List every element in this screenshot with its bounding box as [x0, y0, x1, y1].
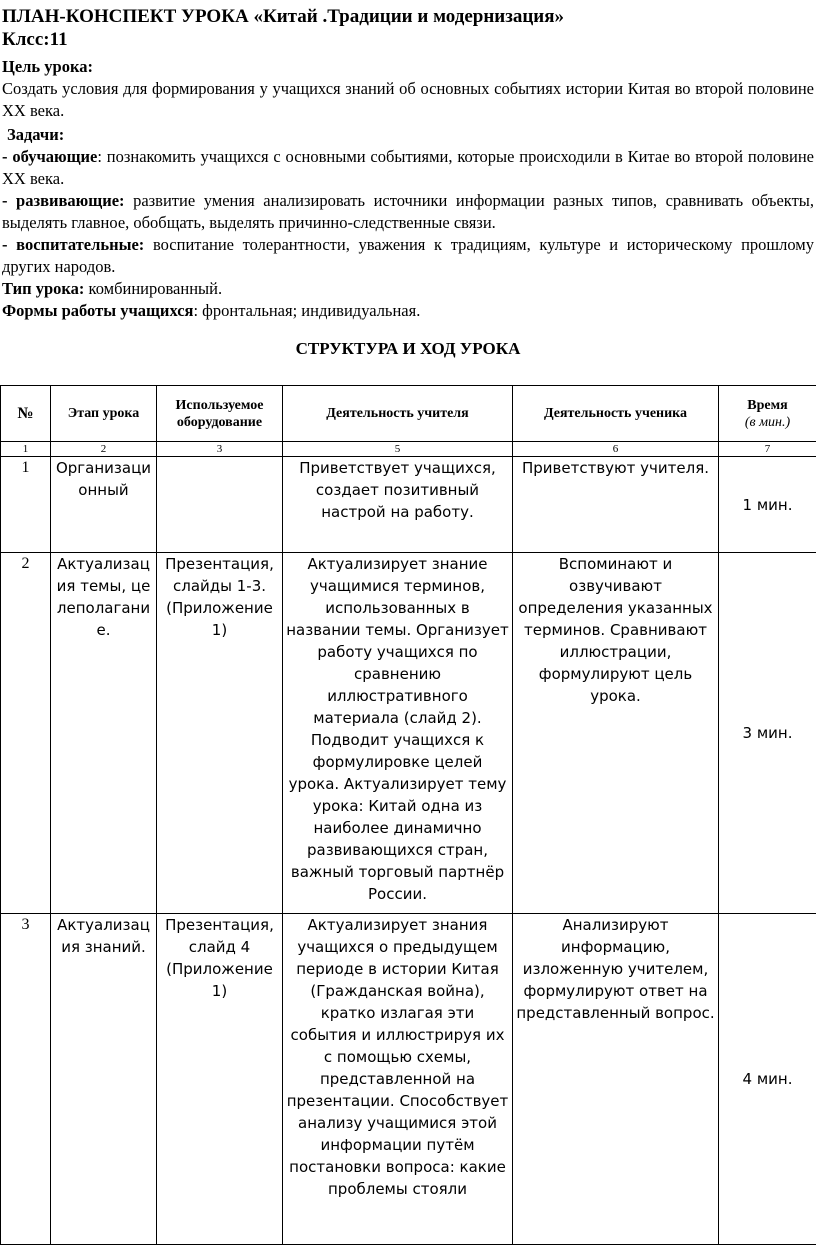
task-educational: - обучающие: познакомить учащихся с основными событиями, которые происходили в Китае во второй половине XX века. — [2, 146, 814, 190]
tasks-label: Задачи: — [7, 124, 816, 146]
header-stage: Этап урока — [51, 386, 157, 442]
row-teacher-activity: Приветствует учащихся, создает позитивный настрой на работу. — [283, 457, 513, 553]
row-stage: Актуализация темы, целеполагание. — [51, 553, 157, 914]
row-num: 1 — [1, 457, 51, 553]
table-row — [1, 914, 816, 1245]
index-cell: 2 — [51, 442, 157, 457]
header-student: Деятельность ученика — [513, 386, 719, 442]
row-num: 2 — [1, 553, 51, 914]
row-stage: Актуализация знаний. — [51, 914, 157, 1245]
index-cell: 3 — [157, 442, 283, 457]
row-equipment: Презентация, слайд 4 (Приложение 1) — [157, 914, 283, 1245]
goal-text: Создать условия для формирования у учащихся знаний об основных событиях истории Китая во второй половине XX века. — [2, 78, 814, 122]
row-stage: Организационный — [51, 457, 157, 553]
table-row — [1, 553, 816, 914]
row-equipment — [157, 457, 283, 553]
header-teacher: Деятельность учителя — [283, 386, 513, 442]
header-num: № — [1, 386, 51, 442]
row-equipment: Презентация, слайды 1-3. (Приложение 1) — [157, 553, 283, 914]
index-cell: 5 — [283, 442, 513, 457]
table-row — [1, 457, 816, 553]
structure-heading: СТРУКТУРА И ХОД УРОКА — [0, 339, 816, 359]
header-time: Время (в мин.) — [719, 386, 816, 442]
table-header-row — [1, 386, 816, 442]
row-num: 3 — [1, 914, 51, 1245]
table-index-row — [1, 442, 816, 457]
row-time: 4 мин. — [719, 914, 816, 1245]
lesson-type: Тип урока: комбинированный. — [2, 278, 814, 300]
index-cell: 7 — [719, 442, 816, 457]
row-time: 1 мин. — [719, 457, 816, 553]
row-time: 3 мин. — [719, 553, 816, 914]
class-line: Клсс:11 — [2, 29, 68, 51]
task-upbringing: - воспитательные: воспитание толерантности, уважения к традициям, культуре и историческому прошлому других народов. — [2, 234, 814, 278]
work-forms: Формы работы учащихся: фронтальная; индивидуальная. — [2, 300, 814, 322]
task-developing: - развивающие: развитие умения анализировать источники информации разных типов, сравнивать объекты, выделять главное, обобщать, выделять причинно-следственные связи. — [2, 190, 814, 234]
index-cell: 6 — [513, 442, 719, 457]
lesson-structure-table — [0, 385, 816, 1245]
header-equipment: Используемое оборудование — [157, 386, 283, 442]
goal-label: Цель урока: — [2, 56, 814, 78]
row-student-activity: Вспоминают и озвучивают определения указанных терминов. Сравнивают иллюстрации, формулируют цель урока. — [513, 553, 719, 914]
index-cell: 1 — [1, 442, 51, 457]
row-teacher-activity: Актуализирует знания учащихся о предыдущем периоде в истории Китая (Гражданская война), кратко излагая эти события и иллюстрируя их с помощью схемы, представленной на презентации. Способствует анализу учащимися этой информации путём постановки вопроса: какие проблемы стояли — [283, 914, 513, 1245]
row-student-activity: Приветствуют учителя. — [513, 457, 719, 553]
document-title: ПЛАН-КОНСПЕКТ УРОКА «Китай .Традиции и модернизация» — [2, 6, 564, 28]
row-teacher-activity: Актуализирует знание учащимися терминов, использованных в названии темы. Организует работу учащихся по сравнению иллюстративного материала (слайд 2). Подводит учащихся к формулировке целей урока. Актуализирует тему урока: Китай одна из наиболее динамично развивающихся стран, важный торговый партнёр России. — [283, 553, 513, 914]
row-student-activity: Анализируют информацию, изложенную учителем, формулируют ответ на представленный вопрос. — [513, 914, 719, 1245]
